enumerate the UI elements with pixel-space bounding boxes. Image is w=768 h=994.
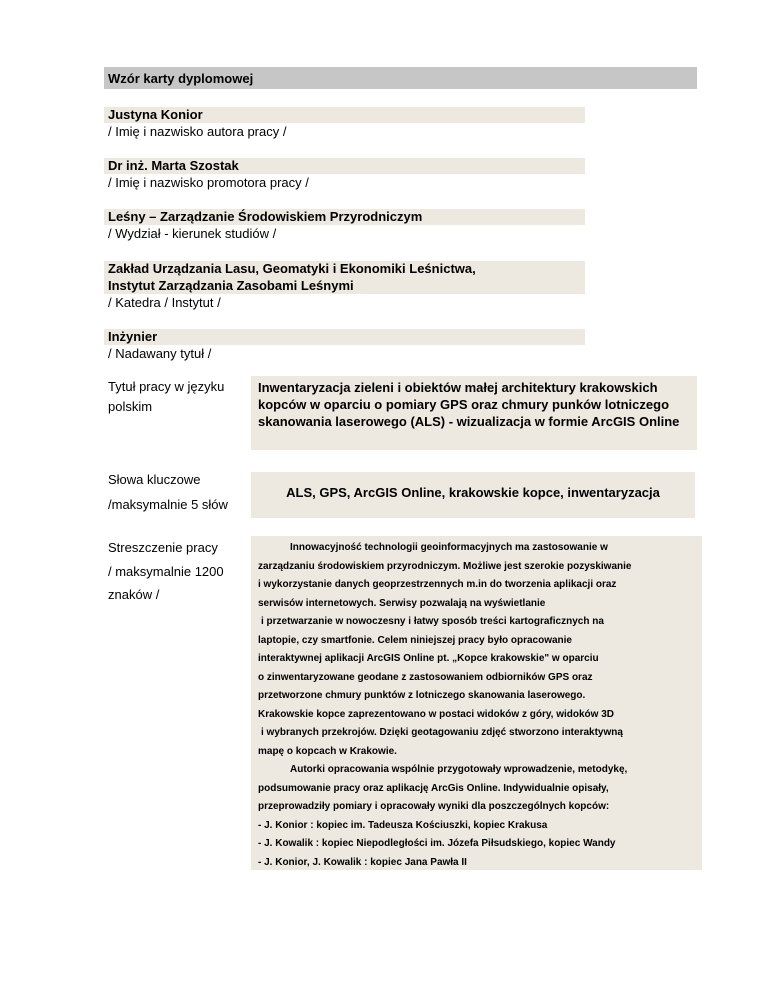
keywords-value: ALS, GPS, ArcGIS Online, krakowskie kopce, inwentaryzacja — [286, 485, 660, 500]
abstract-line: i wykorzystanie danych geoprzestrzennych m.in do tworzenia aplikacji oraz — [258, 579, 617, 590]
abstract-line: zarządzaniu środowiskiem przyrodniczym. Możliwe jest szerokie pozyskiwanie — [258, 560, 632, 572]
keywords-label-line1: Słowa kluczowe — [108, 472, 201, 487]
degree-label: / Nadawany tytuł / — [108, 346, 212, 361]
author-label: / Imię i nazwisko autora pracy / — [108, 124, 287, 139]
abstract-label-line2: / maksymalnie 1200 — [108, 564, 224, 579]
faculty-value: Leśny – Zarządzanie Środowiskiem Przyrodniczym — [108, 209, 423, 224]
abstract-line: o zinwentaryzowane geodane z zastosowaniem odbiorników GPS oraz — [258, 671, 593, 683]
abstract-line: - J. Kowalik : kopiec Niepodległości im. Józefa Piłsudskiego, kopiec Wandy — [258, 838, 616, 849]
abstract-line: podsumowanie pracy oraz aplikację ArcGis Online. Indywidualnie opisały, — [258, 782, 609, 794]
degree-highlight — [104, 329, 585, 345]
abstract-line: przetworzone chmury punktów z lotniczego skanowania laserowego. — [258, 690, 586, 701]
thesis-title-label-line2: polskim — [108, 399, 153, 414]
abstract-label-line3: znaków / — [108, 587, 160, 602]
page-title: Wzór karty dyplomowej — [108, 71, 254, 86]
abstract-line: i przetwarzanie w nowoczesny i łatwy sposób treści kartograficznych na — [261, 616, 604, 627]
abstract-line: mapę o kopcach w Krakowie. — [258, 745, 397, 757]
abstract-line: laptopie, czy smartfonie. Celem niniejszej pracy było opracowanie — [258, 634, 572, 646]
keywords-label-line2: /maksymalnie 5 słów — [108, 497, 228, 512]
abstract-line: interaktywnej aplikacji ArcGIS Online pt. „Kopce krakowskie" w oparciu — [258, 653, 599, 664]
abstract-label-line1: Streszczenie pracy — [108, 540, 218, 555]
abstract-line: Autorki opracowania wspólnie przygotowały wprowadzenie, metodykę, — [290, 764, 628, 775]
thesis-title-value: Inwentaryzacja zieleni i obiektów małej architektury krakowskich kopców w oparciu o pomiary GPS oraz chmury punków lotniczego skanowania laserowego (ALS) - wizualizacja w formie ArcGIS Online — [258, 380, 680, 429]
supervisor-value: Dr inż. Marta Szostak — [108, 158, 239, 173]
abstract-line: i wybranych przekrojów. Dzięki geotagowaniu zdjęć stworzono interaktywną — [261, 727, 623, 738]
thesis-title-label-line1: Tytuł pracy w języku — [108, 379, 225, 394]
abstract-line: Krakowskie kopce zaprezentowano w postaci widoków z góry, widoków 3D — [258, 708, 615, 720]
degree-value: Inżynier — [108, 329, 158, 344]
author-value: Justyna Konior — [108, 107, 203, 122]
supervisor-label: / Imię i nazwisko promotora pracy / — [108, 175, 309, 190]
abstract-text — [258, 539, 698, 872]
department-label: / Katedra / Instytut / — [108, 295, 221, 310]
department-value-line1: Zakład Urządzania Lasu, Geomatyki i Ekonomiki Leśnictwa, — [108, 261, 476, 276]
abstract-line: przeprowadziły pomiary i opracowały wyniki dla poszczególnych kopców: — [258, 801, 610, 812]
faculty-label: / Wydział - kierunek studiów / — [108, 226, 277, 241]
abstract-line: - J. Konior : kopiec im. Tadeusza Kościuszki, kopiec Krakusa — [258, 819, 548, 831]
abstract-line: serwisów internetowych. Serwisy pozwalają na wyświetlanie — [258, 597, 546, 609]
abstract-line: Innowacyjność technologii geoinformacyjnych ma zastosowanie w — [290, 542, 608, 553]
department-value-line2: Instytut Zarządzania Zasobami Leśnymi — [108, 278, 354, 293]
abstract-line: - J. Konior, J. Kowalik : kopiec Jana Pawła II — [258, 856, 467, 868]
